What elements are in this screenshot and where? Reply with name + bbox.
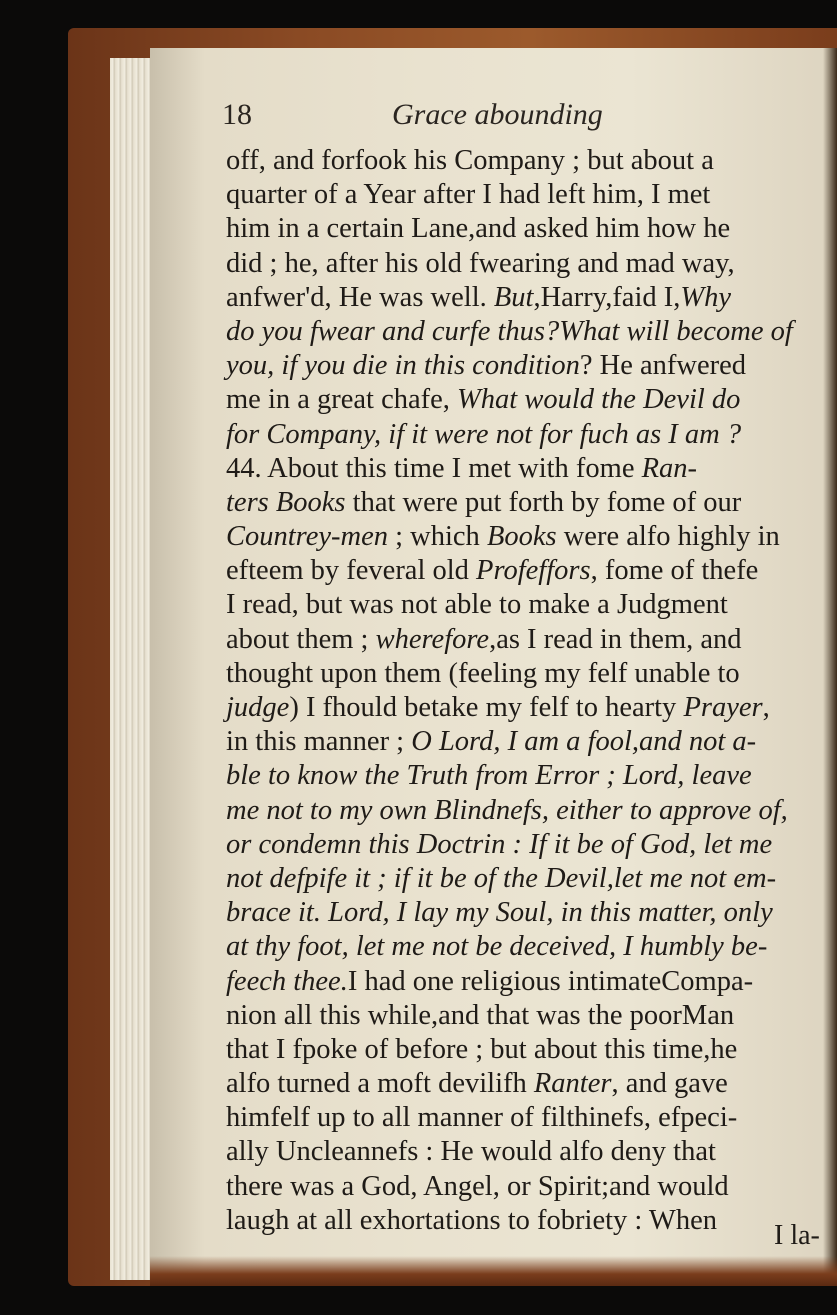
roman-text: 44. About this time I met with fome <box>226 452 642 484</box>
text-line <box>226 1170 826 1204</box>
text-line <box>226 486 826 520</box>
italic-text: Why <box>680 281 732 313</box>
text-line <box>226 691 826 725</box>
roman-text: me in a great chafe, <box>226 384 458 416</box>
roman-text: himfelf up to all manner of filthinefs, efpeci- <box>226 1102 738 1134</box>
roman-text: ) I fhould betake my felf to hearty <box>289 692 684 723</box>
italic-text: Ranter <box>533 1068 612 1100</box>
italic-text: ters Books <box>226 486 346 518</box>
roman-text: off, and forfook his Company ; but about a <box>226 145 714 176</box>
roman-text: , and gave <box>611 1068 728 1100</box>
text-line <box>226 657 826 691</box>
roman-text: , <box>762 692 770 723</box>
roman-text: , fome of thefe <box>590 555 759 587</box>
text-line <box>226 315 826 349</box>
text-line <box>226 212 826 246</box>
roman-text: thought upon them (feeling my felf unable to <box>226 657 740 689</box>
text-line <box>226 1101 826 1135</box>
text-line <box>226 349 826 383</box>
text-line <box>226 383 826 417</box>
text-line <box>226 452 826 486</box>
roman-text: laugh at all exhortations to fobriety : When <box>226 1204 717 1236</box>
text-line <box>226 725 826 759</box>
text-line <box>226 520 826 554</box>
italic-text: brace it. Lord, I lay my Soul, in this matter, only <box>226 897 773 929</box>
italic-text: for Company, if it were not for fuch as I am ? <box>226 418 742 450</box>
text-line <box>226 828 826 862</box>
italic-text: not defpife it ; if it be of the Devil,let me not em- <box>226 862 777 894</box>
roman-text: ally Uncleannefs : He would alfo deny that <box>226 1136 716 1168</box>
page-number: 18 <box>222 98 252 131</box>
roman-text: efteem by feveral old <box>226 555 477 587</box>
italic-text: Profeffors <box>476 555 591 587</box>
italic-text: judge <box>226 692 290 723</box>
text-line <box>226 588 826 622</box>
roman-text: that I fpoke of before ; but about this time,he <box>226 1033 738 1065</box>
italic-text: you, if you die in this condition <box>226 350 580 382</box>
text-line <box>226 623 826 657</box>
roman-text: ,Harry,faid I, <box>533 281 681 313</box>
text-line <box>226 965 826 999</box>
italic-text: ble to know the Truth from Error ; Lord, leave <box>226 760 752 792</box>
text-line <box>226 247 826 281</box>
text-line <box>226 178 826 212</box>
text-line <box>226 1204 826 1238</box>
text-line <box>226 794 826 828</box>
italic-text: or condemn this Doctrin : If it be of God, let me <box>226 828 773 860</box>
cover-bottom-edge <box>150 1256 837 1286</box>
italic-text: Countrey-men <box>226 521 388 553</box>
roman-text: ; which <box>387 521 487 553</box>
text-line <box>226 1033 826 1067</box>
italic-text: Prayer <box>683 692 763 723</box>
text-line <box>226 1067 826 1101</box>
italic-text: What would the Devil do <box>457 384 741 416</box>
roman-text: in this manner ; <box>226 726 412 758</box>
roman-text: there was a God, Angel, or Spirit;and would <box>226 1170 729 1202</box>
roman-text: did ; he, after his old fwearing and mad way, <box>226 247 735 279</box>
text-line <box>226 144 826 178</box>
italic-text: Ran- <box>641 452 697 484</box>
text-line <box>226 281 826 315</box>
italic-text: Books <box>486 521 557 553</box>
italic-text: feech thee. <box>226 965 348 997</box>
roman-text: anfwer'd, He was well. <box>226 281 494 313</box>
roman-text: about them ; <box>226 623 376 655</box>
text-line <box>226 896 826 930</box>
roman-text: nion all this while,and that was the poorMan <box>226 999 735 1031</box>
italic-text: But <box>493 281 534 313</box>
text-line <box>226 930 826 964</box>
roman-text: that were put forth by fome of our <box>345 486 742 518</box>
roman-text: I had one religious intimateCompa- <box>347 965 754 997</box>
italic-text: do you fwear and curfe thus?What will become of <box>226 315 793 347</box>
roman-text: I read, but was not able to make a Judgment <box>226 589 728 621</box>
italic-text: O Lord, I am a fool,and not a- <box>411 726 757 758</box>
roman-text: ,as I read in them, and <box>489 623 742 655</box>
roman-text: him in a certain Lane,and asked him how he <box>226 213 731 245</box>
roman-text: were alfo highly in <box>556 521 780 553</box>
roman-text: ? He anfwered <box>579 350 746 382</box>
text-line <box>226 862 826 896</box>
roman-text: quarter of a Year after I had left him, I met <box>226 179 711 211</box>
running-head-title: Grace abounding <box>392 98 603 131</box>
italic-text: wherefore <box>375 623 490 655</box>
catchword: I la- <box>774 1220 820 1251</box>
roman-text: alfo turned a moft devilifh <box>226 1068 534 1100</box>
italic-text: me not to my own Blindnefs, either to approve of, <box>226 794 788 826</box>
text-line <box>226 554 826 588</box>
running-header <box>222 98 642 142</box>
italic-text: at thy foot, let me not be deceived, I humbly be- <box>226 931 768 963</box>
text-line <box>226 759 826 793</box>
text-line <box>226 999 826 1033</box>
body-text <box>226 144 826 1238</box>
text-line <box>226 1135 826 1169</box>
text-line <box>226 418 826 452</box>
